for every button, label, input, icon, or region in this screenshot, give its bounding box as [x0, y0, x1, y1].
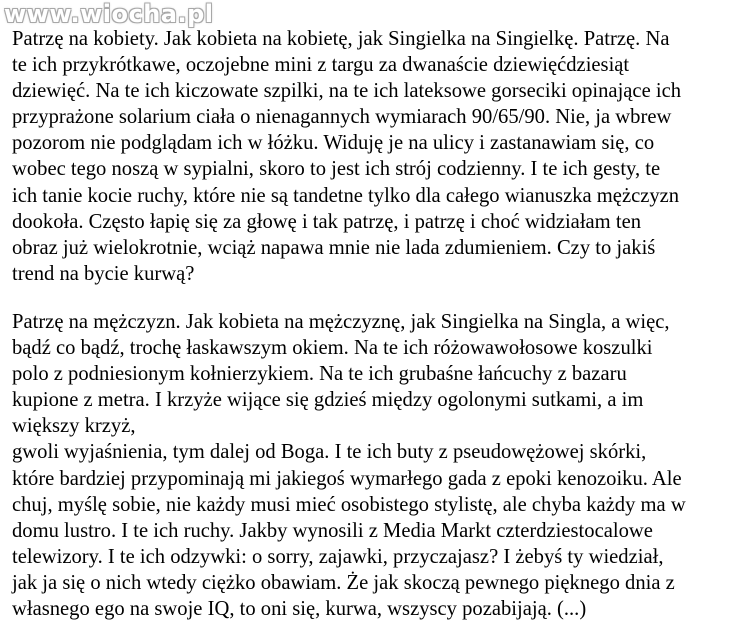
text-line: dziewięć. Na te ich kiczowate szpilki, na te ich lateksowe gorseciki opinające ich	[12, 80, 682, 103]
paragraph-men	[12, 309, 740, 622]
text-line: własnego ego na swoje IQ, to oni się, kurwa, wszyscy pozabijają. (...)	[12, 597, 587, 620]
text-line: polo z podniesionym kołnierzykiem. Na te ich grubaśne łańcuchy z bazaru	[12, 363, 627, 386]
site-watermark: www.wiocha.pl	[4, 0, 214, 28]
text-line: większy krzyż,	[12, 415, 136, 438]
text-line: te ich przykrótkawe, oczojebne mini z targu za dwanaście dziewięćdziesiąt	[12, 54, 630, 77]
text-line: dookoła. Często łapię się za głowę i tak patrzę, i patrzę i choć widziałam ten	[12, 210, 642, 233]
text-line: Patrzę na kobiety. Jak kobieta na kobietę, jak Singielka na Singielkę. Patrzę. Na	[12, 28, 670, 50]
text-line: które bardziej przypominają mi jakiegoś wymarłego gada z epoki kenozoiku. Ale	[12, 467, 682, 490]
text-line: ich tanie kocie ruchy, które nie są tandetne tylko dla całego wianuszka mężczyzn	[12, 184, 680, 207]
text-line: telewizory. I te ich odzywki: o sorry, zajawki, przyczajasz? I żebyś ty wiedział,	[12, 545, 664, 568]
text-line: chuj, myślę sobie, nie każdy musi mieć osobistego stylistę, ale chyba każdy ma w	[12, 493, 686, 516]
text-line: przyprażone solarium ciała o nienagannych wymiarach 90/65/90. Nie, ja wbrew	[12, 106, 672, 129]
text-line: wobec tego noszą w sypialni, skoro to jest ich strój codzienny. I te ich gesty, te	[12, 158, 661, 181]
text-line: gwoli wyjaśnienia, tym dalej od Boga. I te ich buty z pseudowężowej skórki,	[12, 441, 647, 464]
text-line: Patrzę na mężczyzn. Jak kobieta na mężczyznę, jak Singielka na Singla, a więc,	[12, 310, 670, 333]
text-line: kupione z metra. I krzyże wijące się gdzieś między ogolonymi sutkami, a im	[12, 389, 644, 412]
text-line: obraz już wielokrotnie, wciąż napawa mnie nie lada zdumieniem. Czy to jakiś	[12, 236, 656, 259]
text-line: bądź co bądź, trochę łaskawszym okiem. Na te ich różowawołosowe koszulki	[12, 337, 653, 360]
paragraph-gap	[12, 287, 740, 309]
text-line: pozorom nie podglądam ich w łóżku. Widuję je na ulicy i zastanawiam się, co	[12, 132, 655, 155]
paragraph-women	[12, 26, 740, 287]
text-line: jak ja się o nich wtedy ciężko obawiam. Że jak skoczą pewnego pięknego dnia z	[12, 571, 675, 594]
article-text	[12, 26, 740, 622]
text-line: trend na bycie kurwą?	[12, 262, 195, 285]
text-line: domu lustro. I te ich ruchy. Jakby wynosili z Media Markt czterdziestocalowe	[12, 519, 653, 542]
